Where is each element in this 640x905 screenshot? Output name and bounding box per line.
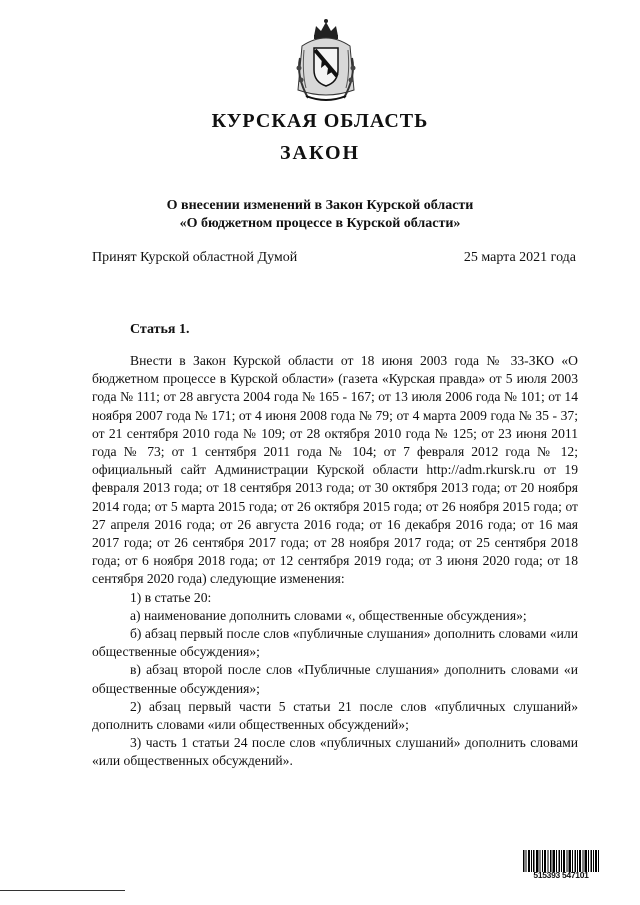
list-item: б) абзац первый после слов «публичные слушания» дополнить словами «или общественные обсуждения»;: [92, 626, 578, 660]
subject-line-1: О внесении изменений в Закон Курской области: [166, 198, 474, 213]
adopted-by: Принят Курской областной Думой: [92, 250, 298, 265]
region-title: КУРСКАЯ ОБЛАСТЬ: [211, 110, 429, 132]
coat-of-arms-icon: [292, 18, 360, 104]
footnote-divider: [0, 890, 125, 891]
subject-line-2: «О бюджетном процессе в Курской области»: [179, 216, 461, 231]
barcode: [523, 850, 599, 880]
article-intro: Внести в Закон Курской области от 18 июня 2003 года № 33-ЗКО «О бюджетном процессе в Курской области» (газета «Курская правда» от 5 июля 2003 года № 111; от 28 августа 2004 года № 165 - 167; от 13 июля 2006 года № 101; от 14 ноября 2007 года № 171; от 4 июня 2008 года № 79; от 4 марта 2009 года № 35 - 37; от 21 сентября 2010 года № 109; от 28 октября 2010 года № 125; от 23 июня 2011 года № 73; от 1 сентября 2011 года № 104; от 7 февраля 2012 года № 12; официальный сайт Администрации Курской области http://adm.rkursk.ru от 19 февраля 2013 года; от 18 сентября 2013 года; от 30 октября 2013 года; от 20 ноября 2014 года; от 5 марта 2015 года; от 26 октября 2015 года; от 26 ноября 2015 года; от 27 апреля 2016 года; от 26 августа 2016 года; от 16 декабря 2016 года; от 16 мая 2017 года; от 26 сентября 2017 года; от 28 ноября 2017 года; от 25 сентября 2018 года; от 6 ноября 2018 года; от 12 сентября 2019 года; от 3 июня 2020 года; от 18 сентября 2020 года) следующие изменения:: [92, 353, 578, 587]
list-item: в) абзац второй после слов «Публичные слушания» дополнить словами «и общественные обсуждения»;: [92, 662, 578, 696]
law-subject: [0, 197, 640, 233]
barcode-number: 515393 547101: [533, 870, 589, 880]
document-type: ЗАКОН: [279, 142, 361, 164]
barcode-icon: [523, 850, 599, 872]
article-body: [92, 352, 578, 771]
article-title: Статья 1.: [130, 322, 190, 337]
list-item: 1) в статье 20:: [130, 589, 212, 605]
list-item: 2) абзац первый части 5 статьи 21 после слов «публичных слушаний» дополнить словами «или общественных обсуждений»;: [92, 698, 578, 733]
list-item: а) наименование дополнить словами «, общественные обсуждения»;: [130, 607, 527, 623]
adoption-date: 25 марта 2021 года: [463, 250, 576, 265]
list-item: 3) часть 1 статьи 24 после слов «публичных слушаний» дополнить словами «или общественных обсуждений».: [92, 735, 578, 769]
